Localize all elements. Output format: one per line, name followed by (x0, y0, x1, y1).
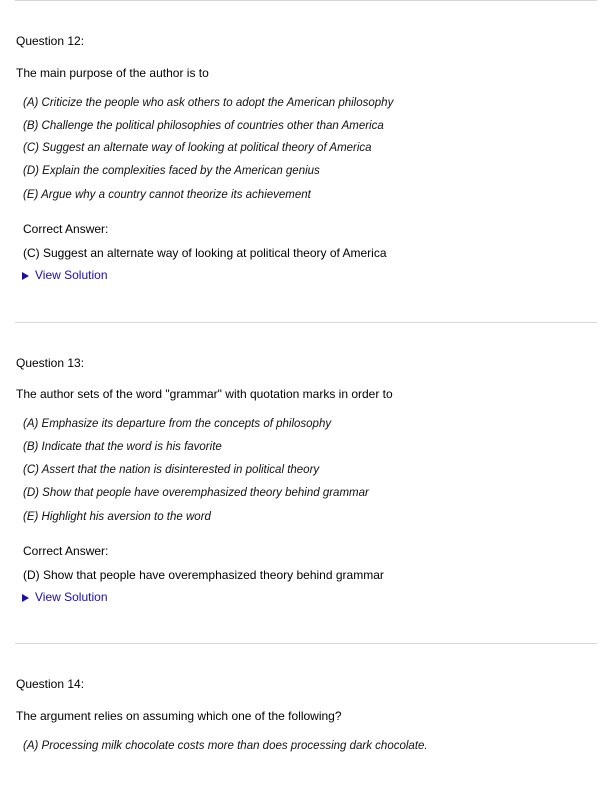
question-12-correct-answer-label: Correct Answer: (23, 222, 109, 236)
question-12-option-a: (A) Criticize the people who ask others to adopt the American philosophy (23, 97, 394, 109)
question-14-label: Question 14: (16, 677, 85, 691)
question-12-label: Question 12: (16, 34, 85, 48)
question-13-label: Question 13: (16, 356, 85, 370)
divider-top (15, 0, 597, 1)
question-12-option-d: (D) Explain the complexities faced by the American genius (23, 165, 320, 177)
question-13-option-a: (A) Emphasize its departure from the concepts of philosophy (23, 418, 332, 430)
question-12-correct-answer-value: (C) Suggest an alternate way of looking at political theory of America (23, 246, 387, 260)
view-solution-label: View Solution (35, 268, 108, 282)
question-12-view-solution-link[interactable] (22, 268, 108, 282)
question-14-option-a: (A) Processing milk chocolate costs more than does processing dark chocolate. (23, 740, 428, 752)
divider-12-13 (15, 322, 597, 323)
question-13-correct-answer-label: Correct Answer: (23, 544, 109, 558)
question-13-option-b: (B) Indicate that the word is his favorite (23, 441, 222, 453)
view-solution-label: View Solution (35, 590, 108, 604)
divider-13-14 (15, 643, 597, 644)
question-12-stem: The main purpose of the author is to (16, 66, 209, 80)
question-13-correct-answer-value: (D) Show that people have overemphasized theory behind grammar (23, 568, 384, 582)
question-13-option-c: (C) Assert that the nation is disinterested in political theory (23, 464, 320, 476)
question-13-stem: The author sets of the word "grammar" with quotation marks in order to (16, 387, 393, 401)
question-12-option-b: (B) Challenge the political philosophies of countries other than America (23, 120, 384, 132)
expand-triangle-icon (22, 272, 29, 280)
question-12-option-e: (E) Argue why a country cannot theorize its achievement (23, 189, 311, 201)
question-13-option-e: (E) Highlight his aversion to the word (23, 511, 211, 523)
question-13-view-solution-link[interactable] (22, 590, 108, 604)
question-12-option-c: (C) Suggest an alternate way of looking at political theory of America (23, 142, 372, 154)
question-14-stem: The argument relies on assuming which one of the following? (16, 709, 342, 723)
expand-triangle-icon (22, 594, 29, 602)
question-13-option-d: (D) Show that people have overemphasized theory behind grammar (23, 487, 369, 499)
